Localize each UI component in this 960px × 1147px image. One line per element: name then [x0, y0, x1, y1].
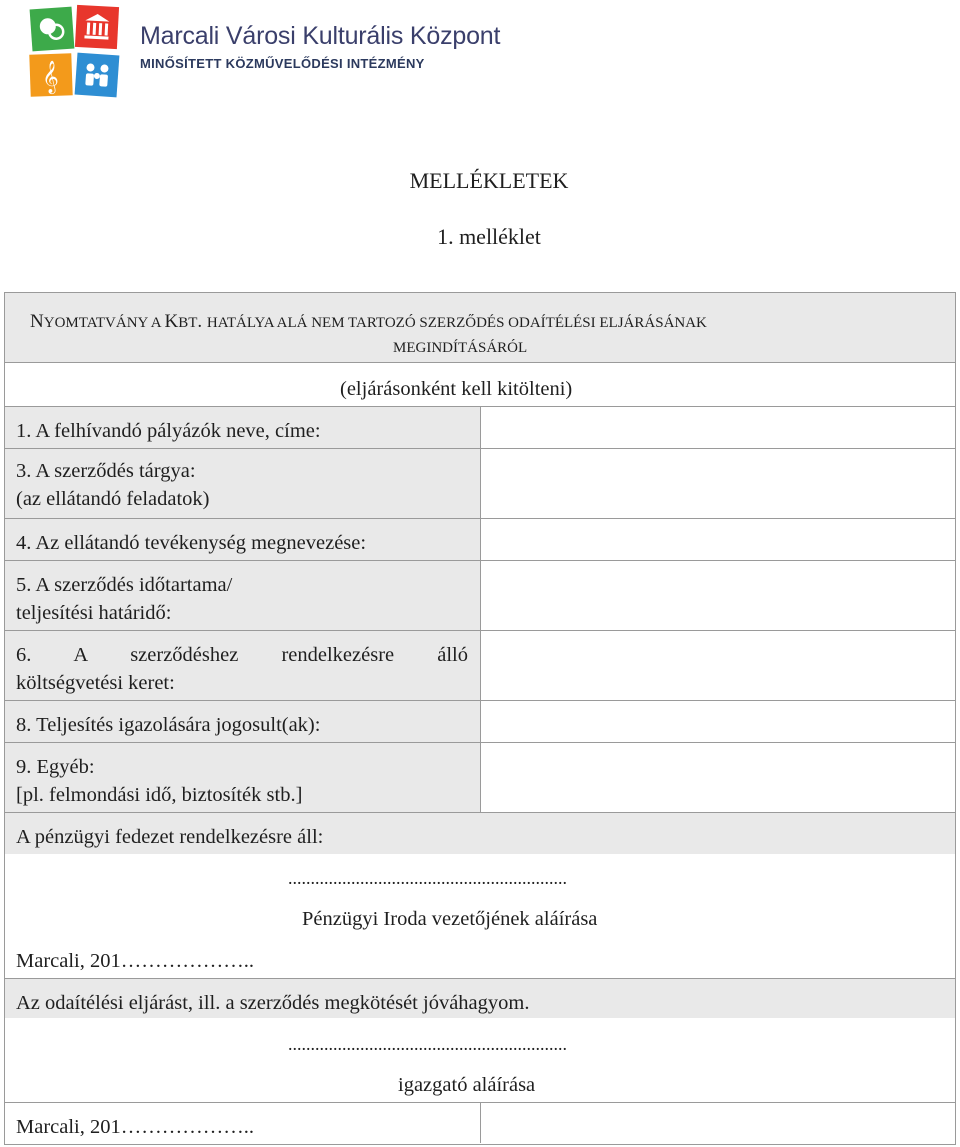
instruction-text: (eljárásonként kell kitölteni)	[340, 378, 573, 400]
svg-text:𝄞: 𝄞	[41, 59, 60, 94]
form-heading-line2: MEGINDÍTÁSÁRÓL	[393, 340, 528, 356]
row-9-label-line2: [pl. felmondási idő, biztosíték stb.]	[16, 784, 303, 806]
finance-signature-caption: Pénzügyi Iroda vezetőjének aláírása	[302, 908, 598, 930]
approval-place-date: Marcali, 201………………..	[16, 1116, 254, 1138]
form-table	[4, 292, 955, 1144]
finance-signature-dots: ..............................................................	[288, 868, 567, 888]
logo-tile-theatre-icon	[30, 7, 75, 52]
logo-tile-community-icon	[75, 53, 120, 98]
org-subtitle: MINŐSÍTETT KÖZMŰVELŐDÉSI INTÉZMÉNY	[140, 56, 425, 71]
annex-label: 1. melléklet	[437, 224, 541, 249]
approval-label: Az odaítélési eljárást, ill. a szerződés megkötését jóváhagyom.	[16, 992, 530, 1014]
row-3-label-line2: (az ellátandó feladatok)	[16, 488, 210, 510]
row-8-label: 8. Teljesítés igazolására jogosult(ak):	[16, 714, 321, 736]
row-9-label-line1: 9. Egyéb:	[16, 756, 95, 778]
row-6-label-line2: költségvetési keret:	[16, 672, 175, 694]
row-5-label-line2: teljesítési határidő:	[16, 602, 172, 624]
row-6-label-line1: 6. A szerződéshez rendelkezésre álló	[16, 644, 468, 666]
finance-label: A pénzügyi fedezet rendelkezésre áll:	[16, 826, 324, 848]
row-1-label: 1. A felhívandó pályázók neve, címe:	[16, 420, 321, 442]
row-5-label-line1: 5. A szerződés időtartama/	[16, 574, 233, 596]
page-title: MELLÉKLETEK	[409, 168, 569, 193]
finance-place-date: Marcali, 201………………..	[16, 950, 254, 972]
row-3-label-line1: 3. A szerződés tárgya:	[16, 460, 196, 482]
logo-tile-music-icon	[29, 53, 72, 96]
approval-signature-dots: ..............................................................	[288, 1034, 567, 1054]
logo-tile-museum-icon	[75, 5, 119, 49]
row-4-label: 4. Az ellátandó tevékenység megnevezése:	[16, 532, 367, 554]
form-heading-line1: NYOMTATVÁNY A KBT. HATÁLYA ALÁ NEM TARTOZÓ SZERZŐDÉS ODAÍTÉLÉSI ELJÁRÁSÁNAK	[30, 311, 707, 332]
org-name: Marcali Városi Kulturális Központ	[140, 22, 501, 50]
approval-signature-caption: igazgató aláírása	[398, 1074, 536, 1096]
